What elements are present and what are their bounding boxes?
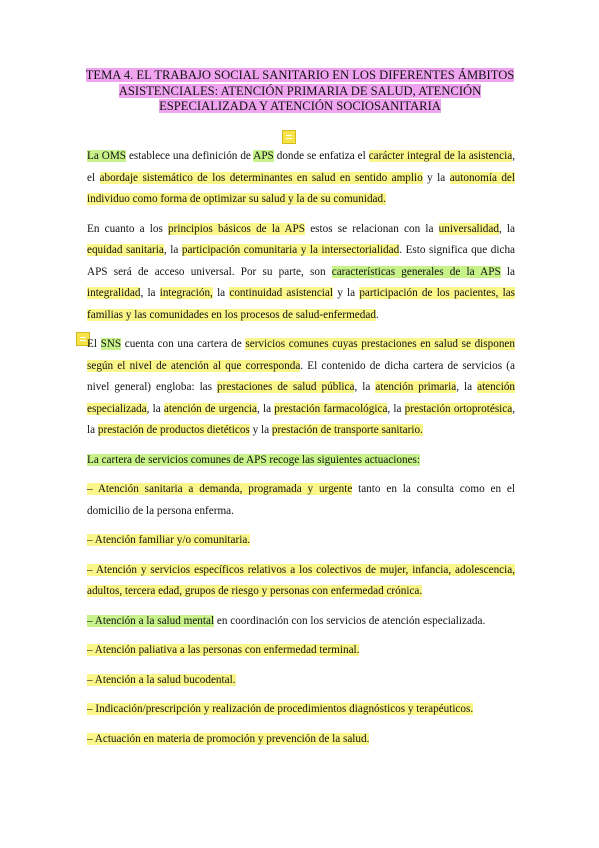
page-title [80,68,520,115]
comment-note-icon[interactable] [282,130,296,144]
text: , la [146,402,164,415]
highlight: principios básicos de la APS [168,222,306,235]
text: En cuanto a los [87,222,169,235]
text: , la [354,381,376,393]
text: la [212,287,230,299]
text: en coordinación con los servicios de atención especializada. [214,614,486,627]
highlight: prestación de transporte sanitario. [271,424,423,436]
list-item [87,611,515,633]
document-body [87,146,515,758]
highlight: – Atención y servicios específicos relativos a los colectivos de mujer, infancia, adolescencia, adultos, tercera edad, grupos de riesgo y personas con enfermedad crónica. [87,563,515,597]
highlight: prestación ortoprotésica [404,402,513,415]
text: tanto en la consulta como en el domicilio de la persona enferma. [87,483,515,517]
highlight: – Atención paliativa a las personas con enfermedad terminal. [87,644,360,656]
highlight: – Atención sanitaria a demanda, programada y urgente [87,483,353,495]
text: , la [387,402,405,415]
list-item [87,699,515,721]
text: y la [249,424,272,436]
highlight: La OMS [87,150,127,162]
highlight: participación de los pacientes, las familias y las comunidades en los procesos de salud-enfermedad [87,287,516,321]
paragraph-sns [87,334,515,442]
text: cuenta con una cartera de [121,338,246,350]
highlight: prestación farmacológica [274,402,388,415]
text: , la [456,381,478,393]
text: , la [257,402,275,415]
highlight: abordaje sistemático de los determinantes en salud en sentido amplio [99,171,423,184]
highlight: – Atención a la salud bucodental. [87,673,236,686]
text: y la [422,171,450,184]
list-item [87,530,515,552]
list-item [87,640,515,662]
highlight: – Atención familiar y/o comunitaria. [87,534,251,546]
text: , la [140,287,160,299]
highlight: equidad sanitaria [87,244,164,256]
highlight: carácter integral de la asistencia [368,150,513,162]
highlight: – Actuación en materia de promoción y prevención de la salud. [87,732,370,745]
highlight: servicios comunes cuyas prestaciones en salud se disponen según el nivel de atención al que corresponda [87,338,515,372]
highlight: La cartera de servicios comunes de APS recoge las siguientes actuaciones: [87,453,421,466]
list-item [87,670,515,692]
text: , el [87,150,515,184]
highlight: atención de urgencia [163,402,258,415]
text: , la [163,244,182,256]
text: , la [498,222,515,235]
highlight: continuidad asistencial [229,287,333,299]
highlight: SNS [100,338,122,350]
text: . [375,308,379,321]
text: la [500,265,515,278]
highlight: – Indicación/prescripción y realización de procedimientos diagnósticos y terapéuticos. [87,703,474,715]
highlight: participación comunitaria y la intersectorialidad [181,244,400,256]
highlight: integración, [159,287,213,299]
title-line-1: TEMA 4. EL TRABAJO SOCIAL SANITARIO EN LOS DIFERENTES ÁMBITOS [85,68,515,82]
text: . El contenido de dicha cartera de servicios (a nivel general) engloba: las [87,359,515,393]
highlight: APS [253,150,274,162]
text: El [87,338,101,350]
text: donde se enfatiza el [273,150,369,162]
highlight: atención primaria [375,381,457,393]
highlight: prestación de productos dietéticos [97,424,250,436]
text: y la [333,287,360,299]
highlight: características generales de la APS [331,265,501,278]
paragraph-principios [87,219,515,327]
paragraph-cartera [87,450,515,472]
title-line-2: ASISTENCIALES: ATENCIÓN PRIMARIA DE SALUD, ATENCIÓN [118,83,482,98]
highlight: atención especializada [87,381,516,415]
paragraph-oms [87,146,515,211]
highlight: universalidad [438,222,499,235]
highlight: integralidad [87,287,141,299]
highlight: prestaciones de salud pública [217,381,355,393]
list-item [87,729,515,751]
highlight: – Atención a la salud mental [87,614,215,627]
text: establece una definición de [126,150,254,162]
list-item [87,479,515,522]
title-line-3: ESPECIALIZADA Y ATENCIÓN SOCIOSANITARIA [159,99,441,113]
text: estos se relacionan con la [305,222,439,235]
list-item [87,560,515,603]
text: , la [87,402,516,436]
highlight: autonomía del individuo como forma de optimizar su salud y la de su comunidad. [87,171,516,205]
text: . Esto significa que dicha APS será de acceso universal. Por su parte, son [87,244,516,278]
